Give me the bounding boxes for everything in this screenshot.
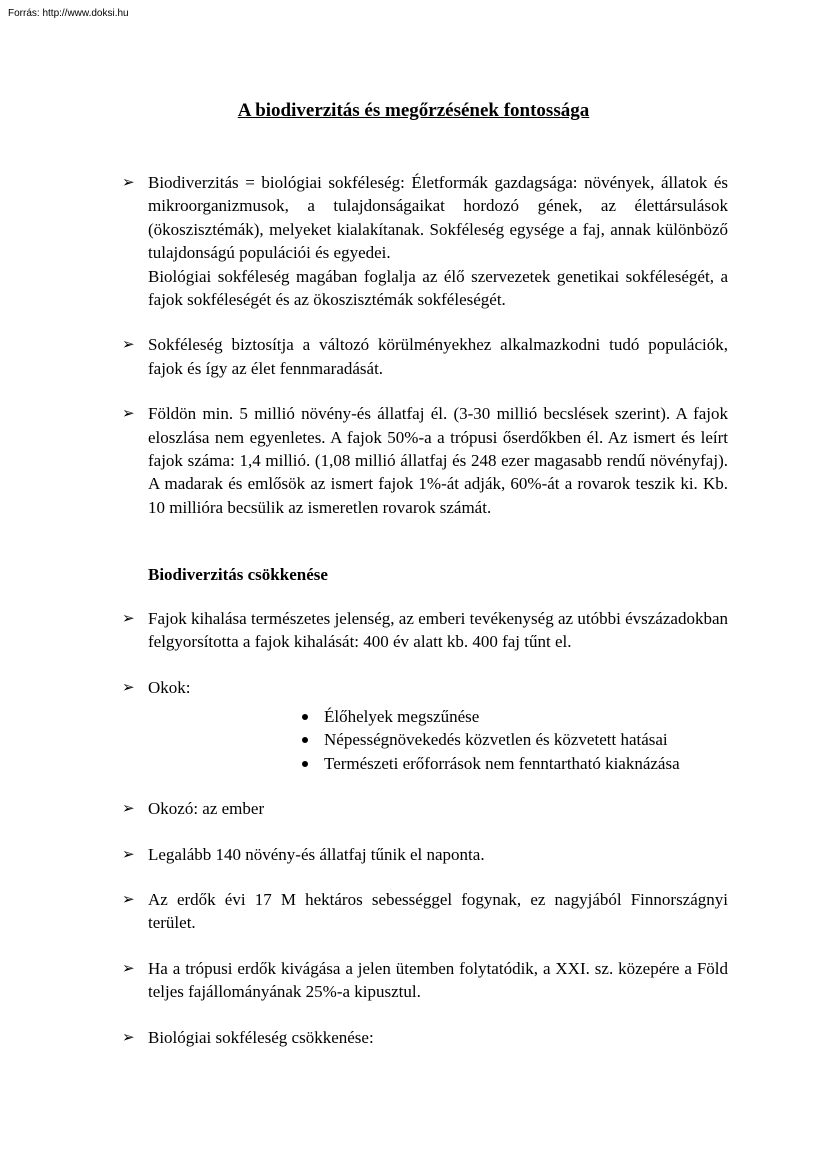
- paragraph: Okozó: az ember: [148, 799, 265, 819]
- document-body: [122, 171, 728, 1049]
- list-item: [122, 171, 728, 311]
- causes-list: [148, 705, 728, 775]
- paragraph: Legalább 140 növény-és állatfaj tűnik el naponta.: [148, 844, 485, 864]
- arrow-bullet-icon: ➢: [122, 335, 135, 354]
- paragraph: Sokféleség biztosítja a változó körülményekhez alkalmazkodni tudó populációk, fajok és így az élet fennmaradását.: [148, 335, 728, 378]
- list-item: [122, 888, 728, 935]
- paragraph: Biológiai sokféleség csökkenése:: [148, 1027, 374, 1047]
- bullet-dot-icon: [302, 737, 308, 743]
- arrow-bullet-icon: ➢: [122, 677, 135, 696]
- paragraph: Okok:: [148, 677, 191, 697]
- list-item: [122, 843, 728, 866]
- paragraph: Biológiai sokféleség magában foglalja az élő szervezetek genetikai sokféleségét, a fajok sokféleségét és az ökoszisztémák sokféleségét.: [148, 266, 728, 310]
- arrow-bullet-icon: ➢: [122, 958, 135, 977]
- arrow-bullet-icon: ➢: [122, 404, 135, 423]
- arrow-bullet-icon: ➢: [122, 889, 135, 908]
- source-line: Forrás: http://www.doksi.hu: [8, 8, 129, 19]
- paragraph: Biodiverzitás = biológiai sokféleség: Életformák gazdagsága: növények, állatok és mikroorganizmusok, a tulajdonságaikat hordozó gének, az élettársulások (ökoszisztémák), melyeket kialakítanak. Sokféleség egysége a faj, annak különböző tulajdonságú populációi és egyedei.: [148, 173, 728, 263]
- list-item: [122, 797, 728, 820]
- bullet-dot-icon: [302, 761, 308, 767]
- list-item: [122, 333, 728, 380]
- page-title: A biodiverzitás és megőrzésének fontossága: [237, 100, 590, 121]
- section-heading: Biodiverzitás csökkenése: [148, 565, 328, 585]
- list-item: [122, 1026, 728, 1049]
- list-item: [122, 676, 728, 776]
- list-item: [122, 402, 728, 519]
- list-item: [122, 957, 728, 1004]
- bullet-dot-icon: [302, 714, 308, 720]
- list-item: Népességnövekedés közvetlen és közvetett hatásai: [298, 728, 728, 751]
- paragraph: Ha a trópusi erdők kivágása a jelen ütemben folytatódik, a XXI. sz. közepére a Föld teljes fajállományának 25%-a kipusztul.: [148, 958, 728, 1002]
- arrow-bullet-icon: ➢: [122, 844, 135, 863]
- arrow-bullet-icon: ➢: [122, 608, 135, 627]
- arrow-bullet-icon: ➢: [122, 799, 135, 818]
- paragraph: Földön min. 5 millió növény-és állatfaj él. (3-30 millió becslések szerint). A fajok eloszlása nem egyenletes. A fajok 50%-a a trópusi őserdőkben él. Az ismert és leírt fajok száma: 1,4 millió. (1,08 millió állatfaj és 248 ezer magasabb rendű növényfaj). A madarak és emlősök az ismert fajok 1%-át adják, 60%-át a rovarok teszik ki. Kb. 10 millióra becsülik az ismeretlen rovarok számát.: [148, 404, 728, 517]
- paragraph: Az erdők évi 17 M hektáros sebességgel fogynak, ez nagyjából Finnországnyi terület.: [148, 889, 728, 933]
- list-item: Élőhelyek megszűnése: [298, 705, 728, 728]
- list-item: [122, 607, 728, 654]
- arrow-bullet-icon: ➢: [122, 173, 135, 191]
- arrow-bullet-icon: ➢: [122, 1027, 135, 1046]
- paragraph: Fajok kihalása természetes jelenség, az emberi tevékenység az utóbbi évszázadokban felgyorsította a fajok kihalását: 400 év alatt kb. 400 faj tűnt el.: [148, 608, 728, 652]
- list-item: Természeti erőforrások nem fenntartható kiaknázása: [298, 752, 728, 775]
